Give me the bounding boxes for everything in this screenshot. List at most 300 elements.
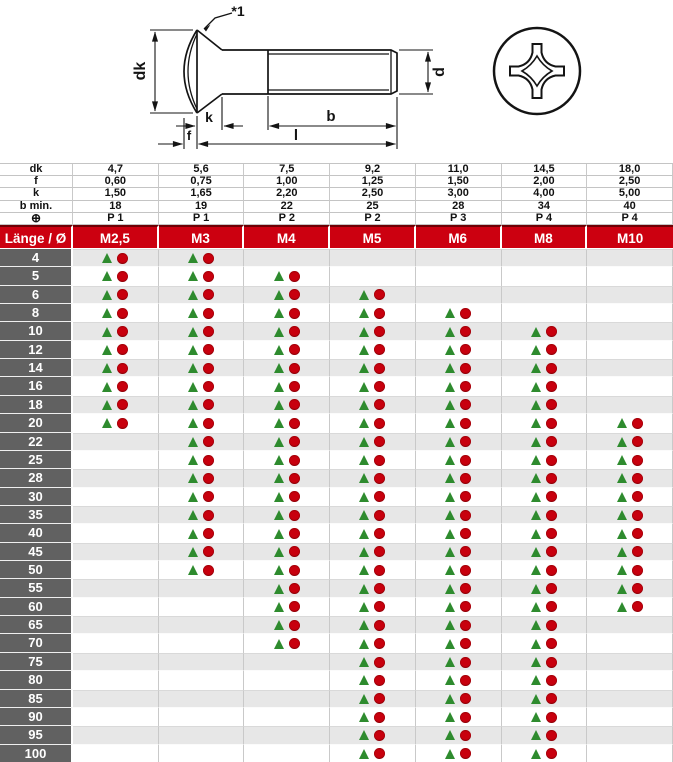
availability-cell xyxy=(244,671,330,689)
circle-icon xyxy=(203,565,214,576)
availability-cell xyxy=(502,543,588,561)
circle-icon xyxy=(632,528,643,539)
availability-cell xyxy=(587,433,673,451)
triangle-icon xyxy=(359,510,369,520)
availability-cell xyxy=(502,469,588,487)
availability-cell xyxy=(159,433,245,451)
circle-icon xyxy=(460,546,471,557)
circle-icon xyxy=(374,748,385,759)
availability-markers xyxy=(73,377,158,395)
triangle-icon xyxy=(531,675,541,685)
circle-icon xyxy=(460,657,471,668)
triangle-icon xyxy=(274,455,284,465)
circle-icon xyxy=(203,344,214,355)
triangle-icon xyxy=(531,363,541,373)
availability-cell xyxy=(587,671,673,689)
availability-markers xyxy=(416,360,501,376)
spec-value: 40 xyxy=(587,201,673,213)
availability-cell xyxy=(73,598,159,616)
availability-cell xyxy=(73,634,159,652)
availability-cell xyxy=(330,708,416,726)
circle-icon xyxy=(546,693,557,704)
spec-value: 2,20 xyxy=(244,188,330,200)
circle-icon xyxy=(374,693,385,704)
dim-label-b: b xyxy=(326,108,336,125)
availability-markers xyxy=(502,323,587,339)
availability-markers xyxy=(502,671,587,689)
availability-cell xyxy=(330,616,416,634)
circle-icon xyxy=(289,271,300,282)
availability-cell xyxy=(502,414,588,432)
length-row-label: 25 xyxy=(0,451,73,469)
triangle-icon xyxy=(359,327,369,337)
availability-markers xyxy=(330,524,415,542)
availability-cell xyxy=(587,304,673,322)
circle-icon xyxy=(117,418,128,429)
circle-icon xyxy=(374,473,385,484)
availability-cell xyxy=(587,524,673,542)
circle-icon xyxy=(289,583,300,594)
availability-cell xyxy=(244,524,330,542)
availability-markers xyxy=(244,304,329,322)
triangle-icon xyxy=(445,418,455,428)
triangle-icon xyxy=(188,400,198,410)
dim-label-l: l xyxy=(293,127,299,144)
circle-icon xyxy=(203,326,214,337)
availability-cell xyxy=(244,451,330,469)
circle-icon xyxy=(460,748,471,759)
triangle-icon xyxy=(188,529,198,539)
triangle-icon xyxy=(188,565,198,575)
triangle-icon xyxy=(359,473,369,483)
availability-markers xyxy=(416,598,501,616)
availability-markers xyxy=(73,304,158,322)
availability-markers xyxy=(330,671,415,689)
triangle-icon xyxy=(102,327,112,337)
availability-cell xyxy=(73,377,159,395)
availability-cell xyxy=(416,433,502,451)
availability-markers xyxy=(416,691,501,707)
availability-cell xyxy=(587,634,673,652)
availability-cell xyxy=(159,249,245,267)
availability-cell xyxy=(159,322,245,340)
triangle-icon xyxy=(102,308,112,318)
availability-markers xyxy=(416,561,501,579)
availability-markers xyxy=(330,323,415,339)
circle-icon xyxy=(546,363,557,374)
circle-icon xyxy=(460,436,471,447)
availability-cell xyxy=(330,322,416,340)
availability-cell xyxy=(330,377,416,395)
circle-icon xyxy=(374,289,385,300)
availability-markers xyxy=(416,377,501,395)
availability-cell xyxy=(416,469,502,487)
availability-table xyxy=(0,249,673,762)
availability-cell xyxy=(502,451,588,469)
triangle-icon xyxy=(445,730,455,740)
availability-cell xyxy=(330,396,416,414)
availability-markers xyxy=(330,360,415,376)
circle-icon xyxy=(546,638,557,649)
length-row-label: 90 xyxy=(0,708,73,726)
circle-icon xyxy=(460,528,471,539)
circle-icon xyxy=(460,601,471,612)
availability-markers xyxy=(159,250,244,266)
triangle-icon xyxy=(359,694,369,704)
triangle-icon xyxy=(617,473,627,483)
triangle-icon xyxy=(359,363,369,373)
availability-cell xyxy=(587,414,673,432)
availability-cell xyxy=(73,653,159,671)
circle-icon xyxy=(374,363,385,374)
circle-icon xyxy=(374,491,385,502)
circle-icon xyxy=(460,326,471,337)
availability-markers xyxy=(244,414,329,432)
availability-markers xyxy=(416,617,501,633)
availability-cell xyxy=(587,653,673,671)
dim-label-k: k xyxy=(205,109,213,125)
availability-cell xyxy=(587,249,673,267)
availability-cell xyxy=(159,451,245,469)
availability-cell xyxy=(244,469,330,487)
availability-cell xyxy=(244,286,330,304)
length-row-label: 12 xyxy=(0,341,73,359)
availability-markers xyxy=(159,360,244,376)
circle-icon xyxy=(203,491,214,502)
triangle-icon xyxy=(445,510,455,520)
triangle-icon xyxy=(617,437,627,447)
availability-cell xyxy=(587,561,673,579)
triangle-icon xyxy=(359,712,369,722)
availability-cell xyxy=(244,341,330,359)
circle-icon xyxy=(203,399,214,410)
triangle-icon xyxy=(274,437,284,447)
circle-icon xyxy=(374,657,385,668)
circle-icon xyxy=(546,583,557,594)
spec-value: 2,50 xyxy=(587,176,673,188)
availability-markers xyxy=(73,287,158,303)
triangle-icon xyxy=(188,492,198,502)
availability-cell xyxy=(73,616,159,634)
triangle-icon xyxy=(188,473,198,483)
availability-cell xyxy=(159,690,245,708)
availability-markers xyxy=(587,434,672,450)
head-outline-circle xyxy=(494,28,580,114)
triangle-icon xyxy=(617,584,627,594)
availability-cell xyxy=(73,506,159,524)
availability-markers xyxy=(330,304,415,322)
circle-icon xyxy=(460,399,471,410)
circle-icon xyxy=(289,399,300,410)
circle-icon xyxy=(289,510,300,521)
length-row-label: 4 xyxy=(0,249,73,267)
triangle-icon xyxy=(617,565,627,575)
availability-markers xyxy=(587,414,672,432)
circle-icon xyxy=(374,565,385,576)
availability-markers xyxy=(502,634,587,652)
availability-cell xyxy=(502,671,588,689)
circle-icon xyxy=(117,253,128,264)
availability-markers xyxy=(330,654,415,670)
circle-icon xyxy=(546,473,557,484)
availability-markers xyxy=(587,580,672,596)
triangle-icon xyxy=(359,492,369,502)
availability-cell xyxy=(73,267,159,285)
availability-cell xyxy=(416,377,502,395)
availability-cell xyxy=(159,341,245,359)
circle-icon xyxy=(460,730,471,741)
length-row-label: 55 xyxy=(0,579,73,597)
availability-cell xyxy=(416,579,502,597)
availability-markers xyxy=(416,397,501,413)
triangle-icon xyxy=(445,327,455,337)
length-row-label: 20 xyxy=(0,414,73,432)
circle-icon xyxy=(203,253,214,264)
availability-cell xyxy=(244,488,330,506)
circle-icon xyxy=(289,546,300,557)
circle-icon xyxy=(546,748,557,759)
triangle-icon xyxy=(102,290,112,300)
circle-icon xyxy=(374,418,385,429)
triangle-icon xyxy=(531,492,541,502)
availability-cell xyxy=(330,286,416,304)
length-row-label: 18 xyxy=(0,396,73,414)
triangle-icon xyxy=(359,584,369,594)
availability-cell xyxy=(330,267,416,285)
availability-cell xyxy=(330,433,416,451)
triangle-icon xyxy=(102,271,112,281)
triangle-icon xyxy=(274,400,284,410)
availability-markers xyxy=(502,360,587,376)
availability-cell xyxy=(159,543,245,561)
length-row-label: 14 xyxy=(0,359,73,377)
availability-cell xyxy=(159,488,245,506)
availability-markers xyxy=(159,451,244,469)
triangle-icon xyxy=(274,327,284,337)
availability-cell xyxy=(330,414,416,432)
availability-cell xyxy=(587,469,673,487)
triangle-icon xyxy=(531,345,541,355)
availability-cell xyxy=(416,543,502,561)
availability-cell xyxy=(244,359,330,377)
availability-cell xyxy=(330,543,416,561)
circle-icon xyxy=(203,363,214,374)
availability-cell xyxy=(587,322,673,340)
availability-cell xyxy=(587,708,673,726)
length-row-label: 65 xyxy=(0,616,73,634)
screw-side-view xyxy=(184,30,397,113)
availability-cell xyxy=(416,708,502,726)
triangle-icon xyxy=(531,730,541,740)
availability-cell xyxy=(416,451,502,469)
availability-cell xyxy=(587,579,673,597)
circle-icon xyxy=(289,381,300,392)
dim-label-f: f xyxy=(186,128,192,143)
triangle-icon xyxy=(531,473,541,483)
length-row-label: 40 xyxy=(0,524,73,542)
length-row-label: 8 xyxy=(0,304,73,322)
availability-cell xyxy=(159,286,245,304)
availability-cell xyxy=(73,433,159,451)
circle-icon xyxy=(632,491,643,502)
availability-cell xyxy=(244,708,330,726)
circle-icon xyxy=(460,491,471,502)
availability-cell xyxy=(330,561,416,579)
availability-cell xyxy=(244,249,330,267)
availability-cell xyxy=(73,451,159,469)
circle-icon xyxy=(289,344,300,355)
circle-icon xyxy=(117,381,128,392)
availability-markers xyxy=(244,561,329,579)
availability-markers xyxy=(244,544,329,560)
availability-markers xyxy=(244,580,329,596)
triangle-icon xyxy=(531,584,541,594)
availability-cell xyxy=(416,506,502,524)
triangle-icon xyxy=(445,694,455,704)
triangle-icon xyxy=(531,565,541,575)
size-header-band xyxy=(0,225,673,249)
availability-markers xyxy=(416,507,501,523)
triangle-icon xyxy=(445,473,455,483)
triangle-icon xyxy=(188,327,198,337)
availability-markers xyxy=(502,507,587,523)
circle-icon xyxy=(460,675,471,686)
availability-markers xyxy=(416,304,501,322)
triangle-icon xyxy=(359,749,369,759)
availability-markers xyxy=(416,544,501,560)
circle-icon xyxy=(203,510,214,521)
circle-icon xyxy=(460,620,471,631)
triangle-icon xyxy=(445,547,455,557)
availability-markers xyxy=(73,323,158,339)
availability-cell xyxy=(587,396,673,414)
length-row-label: 16 xyxy=(0,377,73,395)
availability-cell xyxy=(244,579,330,597)
triangle-icon xyxy=(531,510,541,520)
spec-value: 7,5 xyxy=(244,164,330,176)
triangle-icon xyxy=(274,290,284,300)
triangle-icon xyxy=(445,620,455,630)
spec-value: 22 xyxy=(244,201,330,213)
availability-markers xyxy=(587,544,672,560)
length-row-label: 75 xyxy=(0,653,73,671)
availability-cell xyxy=(330,469,416,487)
availability-markers xyxy=(587,488,672,506)
triangle-icon xyxy=(617,547,627,557)
availability-cell xyxy=(330,634,416,652)
spec-value: 1,50 xyxy=(73,188,159,200)
triangle-icon xyxy=(445,400,455,410)
length-row-label: 85 xyxy=(0,690,73,708)
availability-markers xyxy=(73,250,158,266)
availability-cell xyxy=(244,561,330,579)
availability-cell xyxy=(73,396,159,414)
circle-icon xyxy=(289,491,300,502)
circle-icon xyxy=(374,399,385,410)
circle-icon xyxy=(546,657,557,668)
spec-value: 34 xyxy=(502,201,588,213)
triangle-icon xyxy=(531,694,541,704)
availability-cell xyxy=(159,304,245,322)
phillips-drive-icon: ⊕ xyxy=(0,213,73,225)
circle-icon xyxy=(203,436,214,447)
availability-cell xyxy=(159,745,245,762)
triangle-icon xyxy=(359,382,369,392)
triangle-icon xyxy=(188,510,198,520)
availability-markers xyxy=(416,524,501,542)
availability-markers xyxy=(73,267,158,285)
spec-value: P 4 xyxy=(502,213,588,225)
availability-markers xyxy=(244,598,329,616)
availability-markers xyxy=(330,708,415,726)
availability-cell xyxy=(416,488,502,506)
availability-cell xyxy=(587,690,673,708)
availability-cell xyxy=(159,708,245,726)
length-row-label: 60 xyxy=(0,598,73,616)
availability-cell xyxy=(159,598,245,616)
availability-markers xyxy=(330,598,415,616)
screw-drawing-svg xyxy=(0,0,673,163)
triangle-icon xyxy=(445,363,455,373)
availability-markers xyxy=(587,470,672,486)
availability-markers xyxy=(159,341,244,359)
availability-cell xyxy=(244,726,330,744)
availability-markers xyxy=(502,580,587,596)
spec-header-table xyxy=(0,163,673,225)
availability-markers xyxy=(159,304,244,322)
circle-icon xyxy=(203,546,214,557)
availability-markers xyxy=(587,507,672,523)
availability-cell xyxy=(73,690,159,708)
availability-markers xyxy=(244,397,329,413)
triangle-icon xyxy=(445,712,455,722)
circle-icon xyxy=(289,418,300,429)
triangle-icon xyxy=(102,382,112,392)
spec-value: 4,00 xyxy=(502,188,588,200)
triangle-icon xyxy=(102,418,112,428)
availability-cell xyxy=(330,579,416,597)
triangle-icon xyxy=(274,492,284,502)
circle-icon xyxy=(374,638,385,649)
availability-markers xyxy=(416,470,501,486)
circle-icon xyxy=(632,583,643,594)
circle-icon xyxy=(203,473,214,484)
availability-cell xyxy=(159,524,245,542)
availability-cell xyxy=(73,359,159,377)
length-row-label: 50 xyxy=(0,561,73,579)
circle-icon xyxy=(203,418,214,429)
length-row-label: 28 xyxy=(0,469,73,487)
availability-cell xyxy=(330,653,416,671)
availability-cell xyxy=(73,414,159,432)
circle-icon xyxy=(289,363,300,374)
triangle-icon xyxy=(274,529,284,539)
availability-markers xyxy=(502,598,587,616)
availability-cell xyxy=(159,267,245,285)
availability-cell xyxy=(502,745,588,762)
availability-cell xyxy=(416,286,502,304)
availability-cell xyxy=(73,543,159,561)
availability-markers xyxy=(244,377,329,395)
availability-cell xyxy=(244,745,330,762)
triangle-icon xyxy=(531,455,541,465)
triangle-icon xyxy=(531,602,541,612)
triangle-icon xyxy=(445,639,455,649)
availability-cell xyxy=(159,396,245,414)
availability-markers xyxy=(244,287,329,303)
availability-markers xyxy=(244,524,329,542)
spec-value: 2,50 xyxy=(330,188,416,200)
